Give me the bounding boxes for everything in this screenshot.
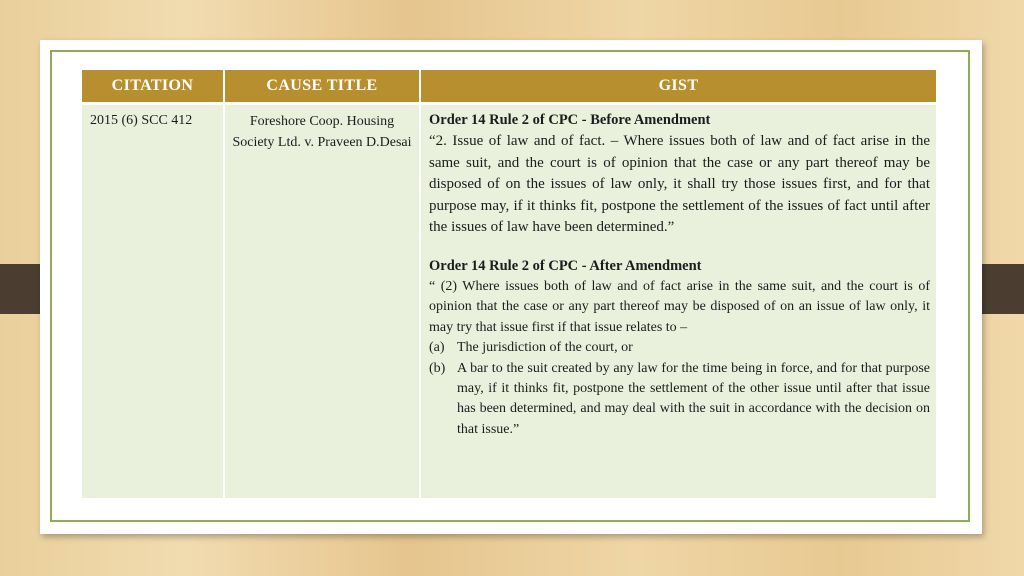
citation-cell: 2015 (6) SCC 412: [82, 104, 224, 499]
case-table: [82, 70, 936, 498]
header-citation: CITATION: [82, 70, 224, 104]
before-amendment-heading: Order 14 Rule 2 of CPC - Before Amendment: [429, 112, 711, 128]
list-marker: (b): [429, 360, 446, 376]
after-amendment-text: “ (2) Where issues both of law and of fact arise in the same suit, and the court is of opinion that the case or any part thereof may be disposed of on an issue of law only, it may try that issue first if that issue relates to –: [429, 279, 930, 335]
gist-cell: [420, 104, 936, 499]
list-marker: (a): [429, 340, 445, 356]
after-amendment-heading: Order 14 Rule 2 of CPC - After Amendment: [429, 257, 702, 274]
list-item: [429, 359, 930, 441]
slide-card: [40, 40, 982, 534]
before-amendment-text: “2. Issue of law and of fact. – Where issues both of law and of fact arise in the same suit, and the court is of opinion that the case or any part thereof may be disposed of on the issues of law only, it shall try those issues first, and for that purpose may, if it thinks fit, postpone the settlement of the issues of fact until after the issues of law have been determined.”: [429, 133, 930, 236]
list-item: [429, 338, 930, 358]
cause-title-cell: Foreshore Coop. Housing Society Ltd. v. Praveen D.Desai: [224, 104, 420, 499]
list-item-text: The jurisdiction of the court, or: [457, 340, 633, 356]
paragraph-gap: [429, 239, 930, 256]
table-row: [82, 104, 936, 499]
header-row: [82, 70, 936, 104]
list-item-text: A bar to the suit created by any law for the time being in force, and for that purpose may, if it thinks fit, postpone the settlement of the other issue until after that issue has been determined, and may deal with the suit in accordance with the decision on that issue.”: [457, 360, 930, 437]
header-gist: GIST: [420, 70, 936, 104]
header-cause-title: CAUSE TITLE: [224, 70, 420, 104]
